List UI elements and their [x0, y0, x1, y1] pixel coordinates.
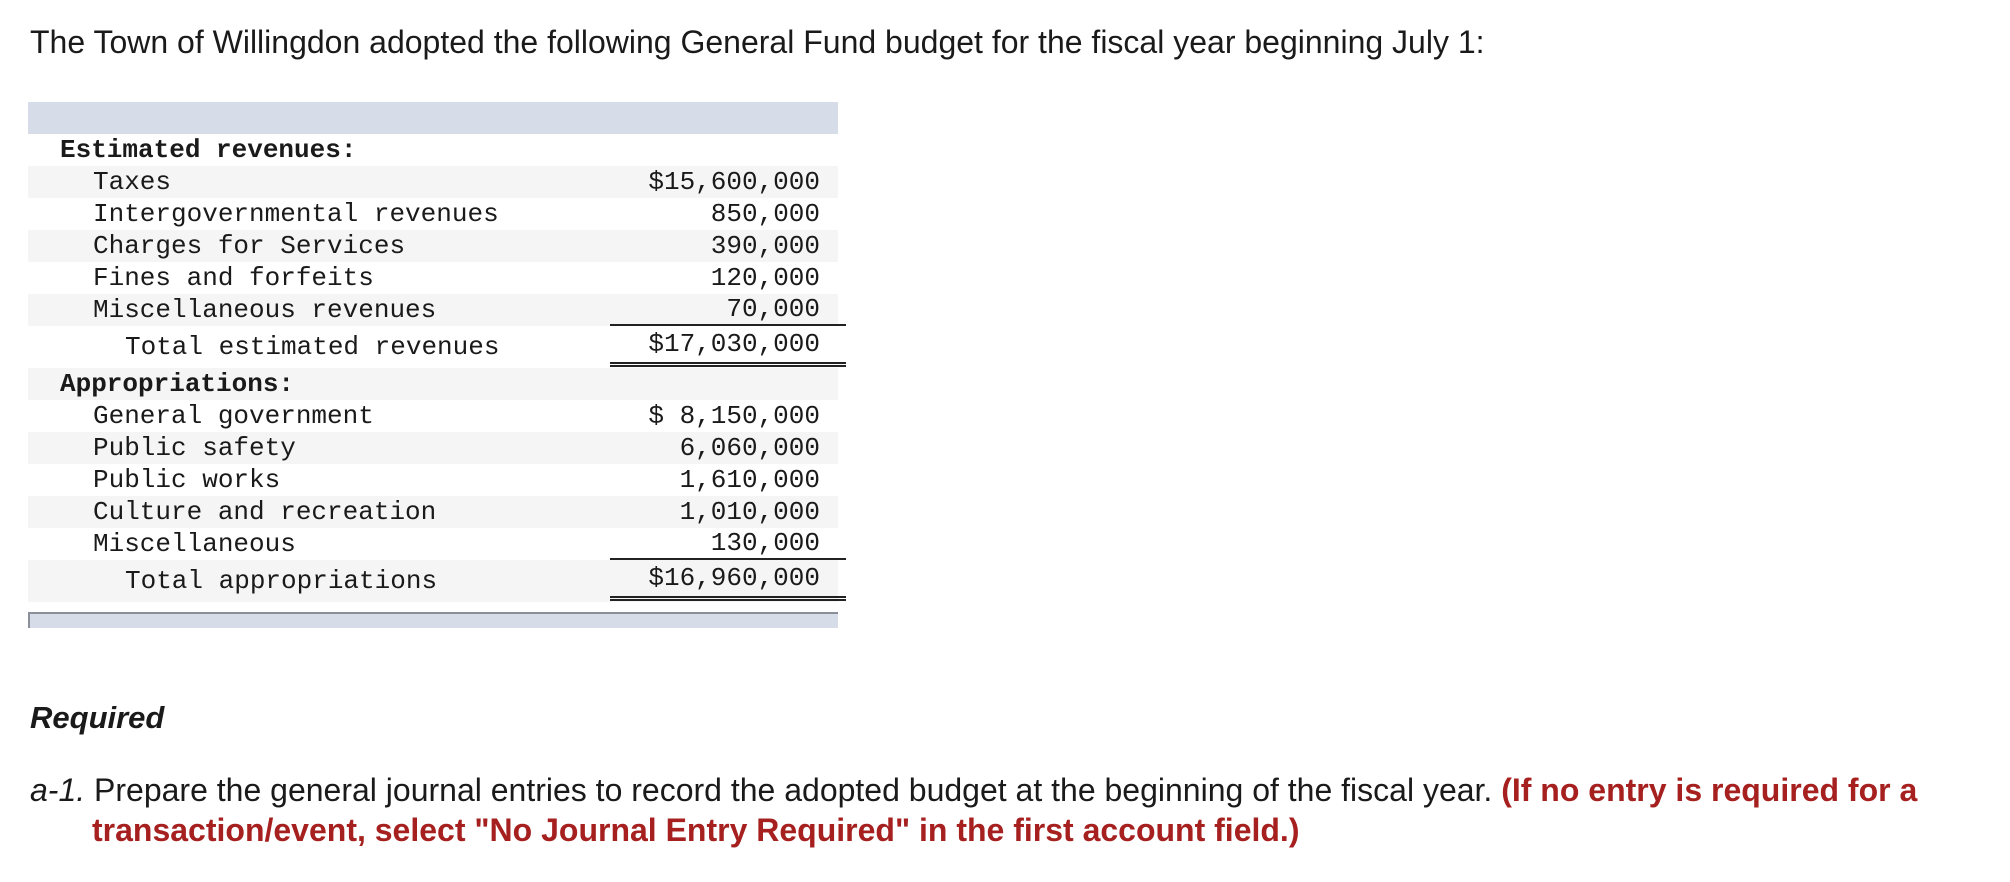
- table-footer-bar: [28, 612, 838, 628]
- row-label: Public works: [93, 465, 281, 495]
- row-label: General government: [93, 401, 374, 431]
- table-row: [28, 528, 838, 560]
- row-label: Public safety: [93, 433, 296, 463]
- row-label: Intergovernmental revenues: [93, 199, 499, 229]
- table-row: [28, 464, 838, 496]
- table-row: [28, 432, 838, 464]
- row-label: Taxes: [93, 167, 172, 197]
- table-row: [28, 496, 838, 528]
- total-amount: $16,960,000: [610, 560, 846, 601]
- budget-table: [28, 102, 838, 628]
- row-amount: 120,000: [710, 263, 820, 293]
- row-amount: 130,000: [610, 528, 846, 560]
- revenues-header-row: [28, 134, 838, 166]
- appropriations-header: Appropriations:: [60, 369, 295, 399]
- total-label: Total estimated revenues: [125, 332, 500, 362]
- task-number: a-1.: [30, 772, 86, 808]
- total-amount: $17,030,000: [610, 326, 846, 367]
- revenues-total-row: [28, 326, 838, 368]
- row-amount: 850,000: [710, 199, 820, 229]
- task-text: Prepare the general journal entries to record the adopted budget at the beginning of the fiscal year.: [94, 772, 1493, 808]
- appropriations-header-row: [28, 368, 838, 400]
- table-row: [28, 400, 838, 432]
- row-label: Miscellaneous revenues: [93, 295, 437, 325]
- task-note-part2: transaction/event, select "No Journal Entry Required" in the first account field.): [92, 812, 1300, 848]
- task-instructions: [30, 770, 2005, 850]
- row-amount: $ 8,150,000: [648, 401, 820, 431]
- intro-text: The Town of Willingdon adopted the following General Fund budget for the fiscal year beginning July 1:: [30, 24, 1485, 60]
- row-amount: 6,060,000: [679, 433, 820, 463]
- table-row: [28, 198, 838, 230]
- table-row: [28, 230, 838, 262]
- total-label: Total appropriations: [125, 566, 438, 596]
- appropriations-total-row: [28, 560, 838, 602]
- row-label: Miscellaneous: [93, 529, 296, 559]
- row-label: Culture and recreation: [93, 497, 437, 527]
- row-label: Charges for Services: [93, 231, 406, 261]
- table-header-bar: [28, 102, 838, 134]
- row-amount: 1,610,000: [679, 465, 820, 495]
- table-row: [28, 166, 838, 198]
- row-label: Fines and forfeits: [93, 263, 374, 293]
- row-amount: 70,000: [610, 294, 846, 326]
- task-line-2: [30, 810, 2005, 850]
- revenues-header: Estimated revenues:: [60, 135, 357, 165]
- table-row: [28, 294, 838, 326]
- task-line-1: [30, 770, 2005, 810]
- table-row: [28, 262, 838, 294]
- row-amount: 390,000: [710, 231, 820, 261]
- row-amount: 1,010,000: [679, 497, 820, 527]
- required-heading: Required: [30, 700, 165, 735]
- task-note-part1: (If no entry is required for a: [1501, 772, 1918, 808]
- row-amount: $15,600,000: [648, 167, 820, 197]
